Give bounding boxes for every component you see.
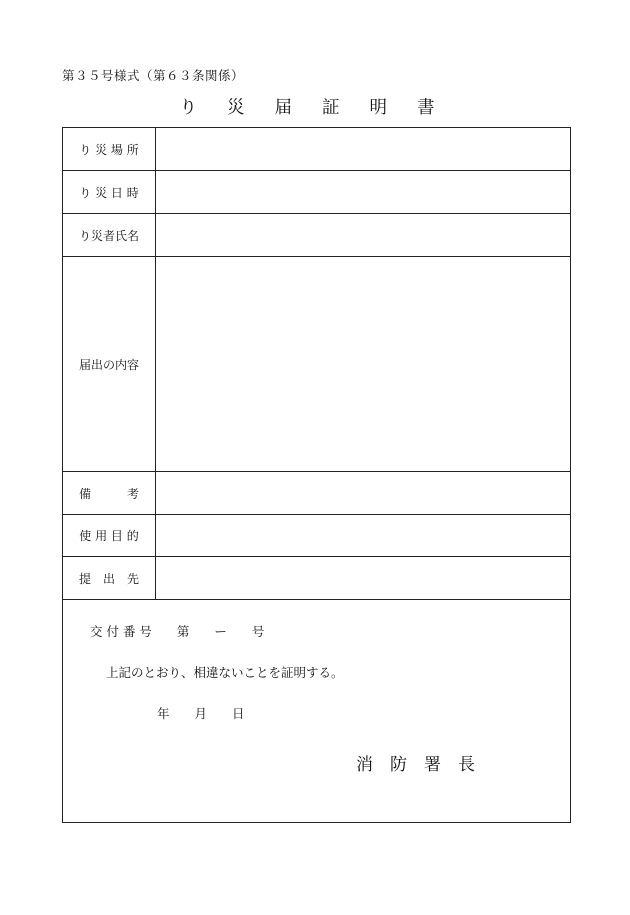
table-row-disaster-location bbox=[63, 128, 570, 171]
disaster-datetime-field[interactable] bbox=[156, 171, 570, 213]
issue-number: 交 付 番 号 第 ー 号 bbox=[90, 624, 265, 639]
submit-to-field[interactable] bbox=[156, 557, 570, 599]
certificate-form-table bbox=[62, 127, 571, 823]
row-label-remarks: 備 考 bbox=[63, 472, 156, 514]
report-content-field[interactable] bbox=[156, 257, 570, 471]
page-title: り災届証明書 bbox=[179, 98, 465, 118]
table-row-remarks bbox=[63, 472, 570, 515]
purpose-field[interactable] bbox=[156, 515, 570, 556]
table-row-disaster-datetime bbox=[63, 171, 570, 214]
table-row-report-content bbox=[63, 257, 570, 472]
certification-section bbox=[63, 600, 570, 822]
form-number: 第３５号様式（第６３条関係） bbox=[62, 68, 245, 83]
remarks-field[interactable] bbox=[156, 472, 570, 514]
row-label-victim-name: り災者氏名 bbox=[63, 214, 156, 256]
disaster-location-field[interactable] bbox=[156, 128, 570, 170]
table-row-victim-name bbox=[63, 214, 570, 257]
row-label-disaster-datetime: り 災 日 時 bbox=[63, 171, 156, 213]
fire-station-chief: 消 防 署 長 bbox=[356, 755, 475, 775]
row-label-submit-to: 提 出 先 bbox=[63, 557, 156, 599]
victim-name-field[interactable] bbox=[156, 214, 570, 256]
table-row-submit-to bbox=[63, 557, 570, 600]
row-label-purpose: 使 用 目 的 bbox=[63, 515, 156, 556]
issue-date: 年 月 日 bbox=[157, 706, 245, 721]
table-row-purpose bbox=[63, 515, 570, 557]
certification-statement: 上記のとおり、相違ないことを証明する。 bbox=[106, 665, 344, 680]
row-label-disaster-location: り 災 場 所 bbox=[63, 128, 156, 170]
row-label-report-content: 届出の内容 bbox=[63, 257, 156, 471]
